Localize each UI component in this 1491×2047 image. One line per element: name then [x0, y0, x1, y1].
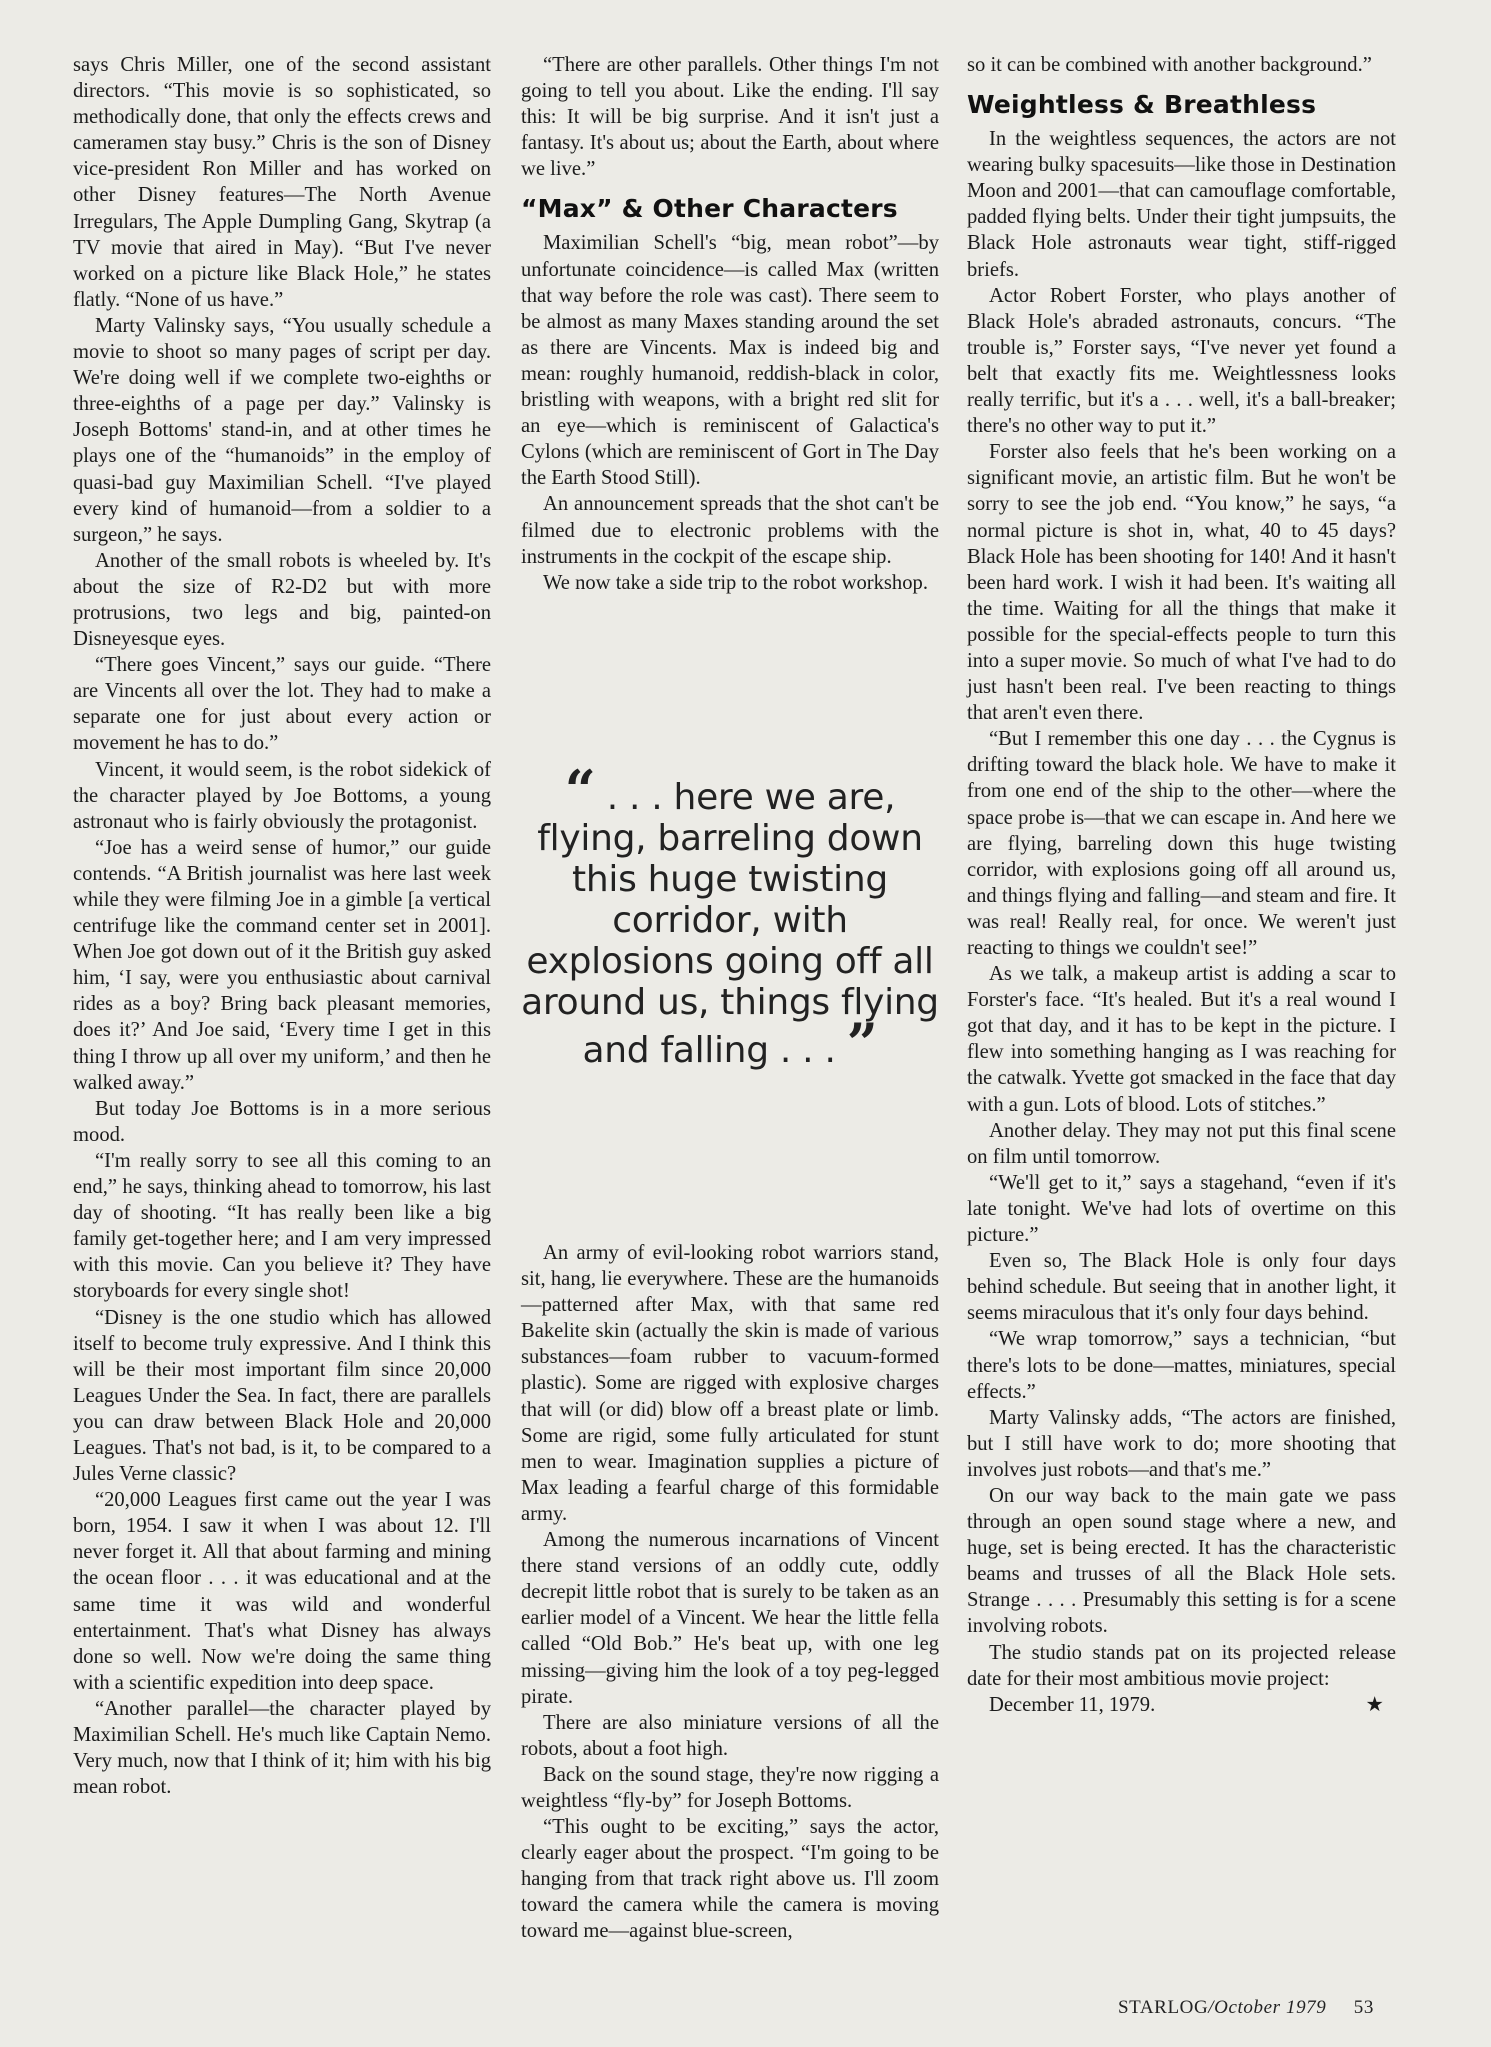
paragraph: But today Joe Bottoms is in a more serious mood.: [73, 1097, 491, 1146]
paragraph: Actor Robert Forster, who plays another of Black Hole's abraded astronauts, concurs. “The trouble is,” Forster says, “I've never yet found a belt that exactly fits me. Weightlessness looks really terrific, but it's a . . . well, it's a ball-breaker; there's no other way to put it.”: [967, 284, 1396, 438]
pull-quote: [521, 758, 939, 1075]
paragraph: Even so, The Black Hole is only four days behind schedule. But seeing that in another light, it seems miraculous that it's only four days behind.: [967, 1250, 1396, 1325]
paragraph: “I'm really sorry to see all this coming to an end,” he says, thinking ahead to tomorrow, his last day of shooting. “It has really been like a big family get-together here; and I am very impressed with this movie. Can you believe it? They have storyboards for every single shot!: [73, 1149, 491, 1303]
paragraph: In the weightless sequences, the actors are not wearing bulky spacesuits—like those in Destination Moon and 2001—that can camouflage comfortable, padded flying belts. Under their tight jumpsuits, the Black Hole astronauts wear tight, stiff-rigged briefs.: [967, 128, 1396, 281]
paragraph: Among the numerous incarnations of Vincent there stand versions of an oddly cute, oddly decrepit little robot that is surely to be taken as an earlier model of a Vincent. We hear the little fella called “Old Bob.” He's beat up, with one leg missing—giving him the look of a toy peg-legged pirate.: [521, 1529, 939, 1708]
subheading-weightless: Weightless & Breathless: [967, 90, 1317, 120]
paragraph: “Another parallel—the character played by Maximilian Schell. He's much like Captain Nemo. Very much, now that I think of it; him with his big mean robot.: [73, 1697, 491, 1799]
paragraph: Another of the small robots is wheeled by. It's about the size of R2-D2 but with more protrusions, two legs and big, painted-on Disneyesque eyes.: [73, 549, 491, 651]
page-footer: [1118, 1997, 1374, 2019]
paragraph: so it can be combined with another background.”: [967, 54, 1372, 76]
article-column-2-top: [521, 52, 939, 596]
pull-quote-text: . . . here we are, flying, barreling down this huge twisting corridor, with explosions going off all around us, things flying and falling . . .: [521, 777, 939, 1071]
paragraph: There are also miniature versions of all the robots, about a foot high.: [521, 1711, 939, 1760]
page-number: 53: [1353, 1997, 1374, 2018]
paragraph: Back on the sound stage, they're now rigging a weightless “fly-by” for Joseph Bottoms.: [521, 1763, 939, 1812]
issue-date: /October 1979: [1208, 1997, 1327, 2018]
subheading-max: “Max” & Other Characters: [521, 194, 898, 224]
paragraph: “This ought to be exciting,” says the actor, clearly eager about the prospect. “I'm going to be hanging from that track right above us. I'll zoom toward the camera while the camera is moving toward me—against blue-screen,: [521, 1816, 939, 1943]
article-column-1: [73, 52, 491, 1800]
release-date: December 11, 1979.: [989, 1693, 1156, 1716]
paragraph: An army of evil-looking robot warriors stand, sit, hang, lie everywhere. These are the humanoids—patterned after Max, with that same red Bakelite skin (actually the skin is made of various substances—foam rubber to vacuum-formed plastic). Some are rigged with explosive charges that will (or did) blow off a breast plate or limb. Some are rigid, some fully articulated for stunt men to wear. Imagination supplies a picture of Max leading a fearful charge of this formidable army.: [521, 1242, 939, 1525]
paragraph: Another delay. They may not put this final scene on film until tomorrow.: [967, 1119, 1396, 1168]
open-quote-mark: “: [564, 758, 596, 822]
paragraph: We now take a side trip to the robot workshop.: [543, 571, 928, 594]
article-column-2-bottom: [521, 1240, 939, 1945]
paragraph: Marty Valinsky says, “You usually schedule a movie to shoot so many pages of script per day. We're doing well if we complete two-eighths or three-eighths of a page per day.” Valinsky is Joseph Bottoms' stand-in, and at other times he plays one of the “humanoids” in the employ of quasi-bad guy Maximilian Schell. “I've played every kind of humanoid—from a soldier to a surgeon,” he says.: [73, 314, 491, 546]
magazine-name: STARLOG: [1118, 1997, 1209, 2018]
paragraph: An announcement spreads that the shot can't be filmed due to electronic problems with the instruments in the cockpit of the escape ship.: [521, 493, 939, 568]
end-mark-star-icon: ★: [1365, 1693, 1384, 1716]
paragraph: “We wrap tomorrow,” says a technician, “but there's lots to be done—mattes, miniatures, special effects.”: [967, 1328, 1396, 1403]
paragraph: Vincent, it would seem, is the robot sidekick of the character played by Joe Bottoms, a young astronaut who is fairly obviously the protagonist.: [73, 758, 491, 833]
paragraph: “There goes Vincent,” says our guide. “There are Vincents all over the lot. They had to make a separate one for just about every action or movement he has to do.”: [73, 654, 491, 755]
paragraph: “There are other parallels. Other things I'm not going to tell you about. Like the ending. I'll say this: It will be big surprise. And it isn't just a fantasy. It's about us; about the Earth, about where we live.”: [521, 54, 939, 181]
paragraph: Marty Valinsky adds, “The actors are finished, but I still have work to do; more shooting that involves just robots—and that's me.”: [967, 1406, 1396, 1481]
paragraph: As we talk, a makeup artist is adding a scar to Forster's face. “It's healed. But it's a real wound I got that day, and it has to be kept in the picture. I flew into something hanging as I was reaching for the catwalk. Yvette got smacked in the face that day with a gun. Lots of blood. Lots of stitches.”: [967, 963, 1396, 1116]
paragraph: Forster also feels that he's been working on a significant movie, an artistic film. But he won't be sorry to see the job end. “You know,” he says, “a normal picture is shot in, what, 40 to 45 days? Black Hole has been shooting for 140! And it hasn't been hard work. I wish it had been. It's waiting all the time. Waiting for all the things that make it possible for the special-effects people to turn this into a super movie. So much of what I've had to do just hasn't been real. I've been reacting to things that aren't even there.: [967, 441, 1396, 725]
close-quote-mark: ”: [846, 1011, 878, 1075]
article-column-3: [967, 52, 1396, 1718]
closing-date-line: [967, 1692, 1396, 1718]
paragraph: “Joe has a weird sense of humor,” our guide contends. “A British journalist was here last week while they were filming Joe in a gimble [a vertical centrifuge like the command center set in 2001]. When Joe got down out of it the British guy asked him, ‘I say, were you enthusiastic about carnival rides as a boy? Bring back pleasant memories, does it?’ And Joe said, ‘Every time I get in this thing I throw up all over my uniform,’ and then he walked away.”: [73, 836, 491, 1094]
paragraph: “We'll get to it,” says a stagehand, “even if it's late tonight. We've had lots of overtime on this picture.”: [967, 1171, 1396, 1247]
paragraph: The studio stands pat on its projected release date for their most ambitious movie project:: [967, 1641, 1396, 1690]
paragraph: says Chris Miller, one of the second assistant directors. “This movie is so sophisticated, so methodically done, that only the effects crews and cameramen stay busy.” Chris is the son of Disney vice-president Ron Miller and has worked on other Disney features—The North Avenue Irregulars, The Apple Dumpling Gang, Skytrap (a TV movie that aired in May). “But I've never worked on a picture like Black Hole,” he states flatly. “None of us have.”: [73, 54, 491, 311]
paragraph: On our way back to the main gate we pass through an open sound stage where a new, and huge, set is being erected. It has the characteristic beams and trusses of all the Black Hole sets. Strange . . . . Presumably this setting is for a scene involving robots.: [967, 1484, 1396, 1638]
paragraph: “20,000 Leagues first came out the year I was born, 1954. I saw it when I was about 12. I'll never forget it. All that about farming and mining the ocean floor . . . it was educational and at the same time it was wild and wonderful entertainment. That's what Disney has always done so well. Now we're doing the same thing with a scientific expedition into deep space.: [73, 1489, 491, 1694]
paragraph: Maximilian Schell's “big, mean robot”—by unfortunate coincidence—is called Max (written that way before the role was cast). There seem to be almost as many Maxes standing around the set as there are Vincents. Max is indeed big and mean: roughly humanoid, reddish-black in color, bristling with weapons, with a bright red slit for an eye—which is reminiscent of Galactica's Cylons (which are reminiscent of Gort in The Day the Earth Stood Still).: [521, 232, 939, 490]
paragraph: “Disney is the one studio which has allowed itself to become truly expressive. And I think this will be their most important film since 20,000 Leagues Under the Sea. In fact, there are parallels you can draw between Black Hole and 20,000 Leagues. That's not bad, is it, to be compared to a Jules Verne classic?: [73, 1306, 491, 1486]
paragraph: “But I remember this one day . . . the Cygnus is drifting toward the black hole. We have to make it from one end of the ship to the other—where the space probe is—that we can escape in. And here we are flying, barreling down this huge twisting corridor, with explosions going off all around us, and things flying and falling—and steam and fire. It was real! Really real, for once. We weren't just reacting to things we couldn't see!”: [967, 728, 1396, 959]
